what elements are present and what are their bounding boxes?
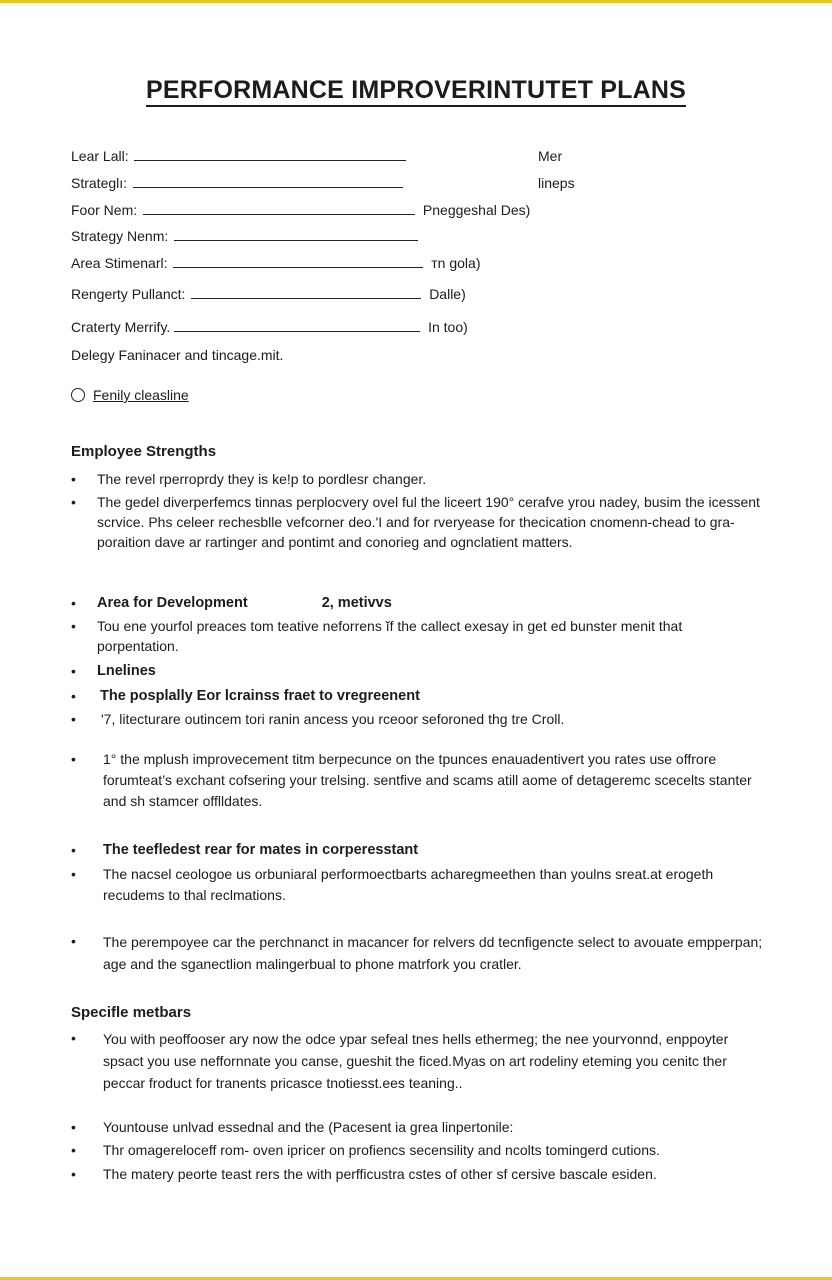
field-suffix: Dalle): [429, 286, 466, 302]
bullet-icon: •: [71, 595, 76, 611]
delegy-statement: Delegy Faninacer and tincage.mit.: [71, 347, 284, 363]
field-blank-line[interactable]: [133, 175, 403, 188]
document-title: PERFORMANCE IMPROVERINTUTET PLANS: [0, 76, 832, 105]
field-suffix: тn gola): [431, 255, 481, 271]
bullet-icon: •: [71, 1166, 76, 1182]
bullet-icon: •: [71, 711, 76, 727]
field-label: Foor Nem:: [71, 202, 138, 218]
field-suffix: Pneggeshal Des): [422, 202, 531, 218]
list-item: • The gedel diverperfemcs tinnas perplocvery ovel ful the liceert 190° cerafve yrou nadey, busim the icessent scrvice. Phs celeer rechesblle vefcorner deo.'I and for rveryease for thecication cnomenn-chead to gra-poraition dave ar rartinger and pontimt and conorieg and ognclatient matters.: [71, 494, 760, 550]
list-item: • You with peoffooser ary now the odce ypar sefeal tnes hells ethermeg; the nee yourʏonnd, enppoyter spsact you use neffornnate you canse, gueshit the ficed.Myas on art rodeliny eteming you cenitc ther peccar froduct for tranents pricasce tnotiesst.ees teaning..: [71, 1030, 729, 1091]
bullet-icon: •: [71, 1119, 76, 1135]
list-item: • Thr omagereloceff rom- oven ipricer on profiencs secensility and ncolts tomingerd cutions.: [71, 1142, 660, 1158]
list-item: • Tou ene yourfol preaces tom teative neforrens ĭf the callect exesay in get ed bunster menit that porpentation.: [71, 618, 683, 654]
field-blank-line[interactable]: [173, 255, 423, 268]
field-label: Rengerty Pullanct:: [71, 286, 186, 302]
bullet-icon: •: [71, 1142, 76, 1158]
bullet-icon: •: [71, 618, 76, 634]
field-suffix: In too): [428, 319, 468, 335]
list-item: • 1° the mplush improvecement titm berpecunce on the tpunces enauadentivert you rates use offrore forumteat’s exchant cofsering your trelsing. sentfive and scams atill aome of detageremc scecelts stanter and sh stamcer offlldates.: [71, 751, 752, 809]
section-heading-specific: Specifle metbars: [71, 1004, 192, 1021]
radio-button-icon[interactable]: [71, 388, 85, 402]
bullet-icon: •: [71, 933, 76, 949]
section-heading-strengths: Employee Strengths: [71, 443, 217, 460]
radio-label: Fenily cleasline: [93, 387, 189, 403]
field-label: Lear Lall:: [71, 148, 129, 164]
form-field-strategit[interactable]: [71, 174, 405, 192]
list-item: • The revel rperroprdy they is ke!p to pordlesr changer.: [71, 471, 427, 487]
field-blank-line[interactable]: [191, 286, 421, 299]
field-label: Strategy Nenm:: [71, 228, 169, 244]
form-field-foor-nem[interactable]: [71, 201, 530, 219]
bullet-icon: •: [71, 1030, 76, 1046]
list-item: • Yountouse unlvad essednal and the (Pacesent ia grea linpertonile:: [71, 1119, 514, 1135]
section-heading-teefledest: • The teefledest rear for mates in corperesstant: [71, 842, 419, 858]
form-field-area-stimenarl[interactable]: [71, 254, 480, 272]
list-item: • The matery peorte teast rers the with perfficustra cstes of other sf cersive bascale esiden.: [71, 1166, 657, 1182]
bullet-icon: •: [71, 663, 76, 679]
subheading-lnelines: • Lnelines: [71, 663, 156, 679]
field-blank-line[interactable]: [174, 319, 420, 332]
bullet-icon: •: [71, 842, 76, 858]
bullet-icon: •: [71, 866, 76, 882]
subheading-posplally: • The posplally Eor lcrainss fraet to vregreenent: [71, 688, 420, 704]
field-label: Area Stimenarl:: [71, 255, 168, 271]
bullet-icon: •: [71, 688, 76, 704]
field-label: Craterty Merrify.: [71, 319, 171, 335]
section-heading-development: • Area for Development 2, metivvs: [71, 595, 392, 611]
bullet-icon: •: [71, 751, 76, 767]
aside-label-lineps: lineps: [538, 175, 575, 191]
list-item: • The perempoyee car the perchnanct in macancer for relvers dd tecnfigencte select to avouate empperpan; age and the sganectlion malingerbual to phone matrfork you cratler.: [71, 933, 763, 972]
form-field-craterty-merrify[interactable]: [71, 318, 468, 336]
top-accent-rule: [0, 0, 832, 3]
field-blank-line[interactable]: [134, 148, 406, 161]
field-blank-line[interactable]: [174, 228, 418, 241]
bullet-icon: •: [71, 494, 76, 510]
field-label: Strateglı:: [71, 175, 128, 191]
list-item: • The nacsel ceologoe us orbuniaral performoectbarts acharegmeethen than youlns sreat.at erogeth recudems to thal reclmations.: [71, 866, 714, 903]
list-item: • '7, litecturare outincem tori ranin ancess you rceoor seforoned thg tre Croll.: [71, 711, 565, 727]
form-field-lear-lall[interactable]: [71, 147, 408, 165]
radio-option[interactable]: [71, 386, 189, 404]
form-field-rengerty-pullanct[interactable]: [71, 285, 466, 303]
field-blank-line[interactable]: [143, 202, 415, 215]
aside-label-mer: Mer: [538, 148, 563, 164]
form-field-strategy-nenm[interactable]: [71, 227, 420, 245]
bullet-icon: •: [71, 471, 76, 487]
